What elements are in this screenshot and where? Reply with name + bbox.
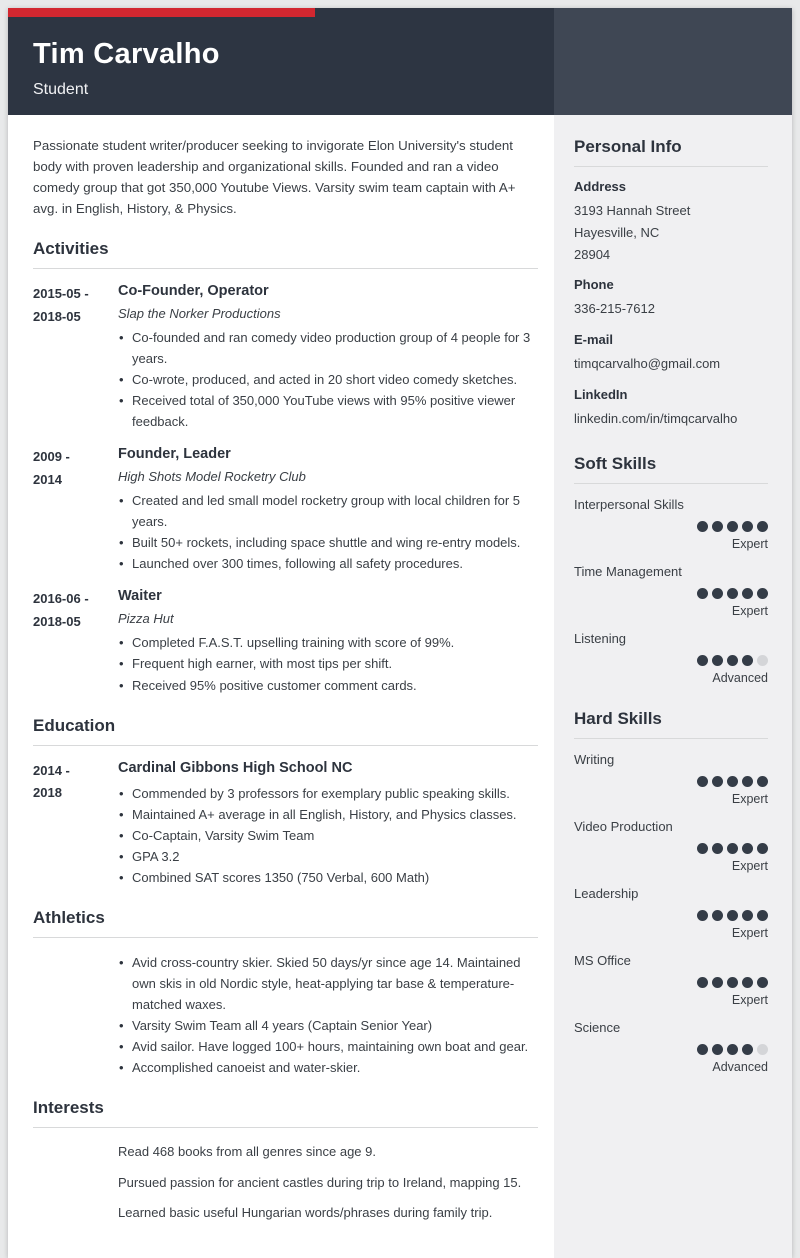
skill-name: Time Management	[574, 563, 682, 579]
skill-name: Video Production	[574, 818, 673, 834]
interest-line: Pursued passion for ancient castles during trip to Ireland, mapping 15.	[118, 1174, 522, 1190]
athletics-bullets	[118, 952, 538, 1078]
date-line: 2018-05	[33, 614, 81, 630]
skill-dot	[727, 843, 738, 854]
entry-title: Co-Founder, Operator	[118, 283, 269, 299]
bullet-item: • Co-founded and ran comedy video production group of 4 people for 3 years.	[118, 327, 538, 369]
skill-dot	[742, 843, 753, 854]
skill-dot	[727, 910, 738, 921]
skill-dot	[712, 843, 723, 854]
skill-dot	[697, 588, 708, 599]
personal-info-field	[574, 387, 768, 430]
skill-dot	[712, 655, 723, 666]
bullet-item: • Commended by 3 professors for exemplary public speaking skills.	[118, 783, 538, 804]
skill-item	[574, 953, 768, 1007]
skill-dot	[712, 910, 723, 921]
section-title: Athletics	[33, 908, 538, 938]
date-line: 2018-05	[33, 308, 81, 324]
bullet-item: • Avid cross-country skier. Skied 50 days/yr since age 14. Maintained own skis in old Nordic style, heat-applying tar base & temperature-matched waxes.	[118, 952, 538, 1015]
bullet-item: • Built 50+ rockets, including space shuttle and wing re-entry models.	[118, 532, 538, 553]
skill-dot	[697, 1044, 708, 1055]
skill-level-label: Expert	[731, 992, 768, 1007]
date-line: 2016-06 -	[33, 591, 89, 607]
skill-dot	[727, 1044, 738, 1055]
field-value: 28904	[574, 246, 611, 262]
section-personal-info	[574, 137, 768, 430]
bullet-item: • Completed F.A.S.T. upselling training with score of 99%.	[118, 632, 538, 653]
entry-body	[118, 588, 538, 695]
field-label: LinkedIn	[574, 387, 628, 403]
header-right-panel	[554, 8, 792, 115]
interest-line: Learned basic useful Hungarian words/phrases during family trip.	[118, 1205, 493, 1221]
skill-dot	[697, 655, 708, 666]
skill-dot	[697, 843, 708, 854]
field-label: E-mail	[574, 332, 614, 348]
section-title: Interests	[33, 1098, 538, 1128]
bullet-item: • Received total of 350,000 YouTube views with 95% positive viewer feedback.	[118, 390, 538, 432]
experience-entry	[33, 446, 538, 574]
name-heading: Tim Carvalho	[33, 38, 220, 70]
entry-dates	[33, 446, 118, 574]
skill-name: Listening	[574, 630, 627, 646]
bullet-item: • Co-wrote, produced, and acted in 20 short video comedy sketches.	[118, 369, 538, 390]
skill-dot	[697, 910, 708, 921]
skill-dot	[742, 977, 753, 988]
skill-dot	[712, 588, 723, 599]
interest-line: Read 468 books from all genres since age 9.	[118, 1144, 376, 1160]
date-line: 2018	[33, 785, 62, 801]
skill-name: Interpersonal Skills	[574, 496, 684, 512]
athletics-list-block	[118, 952, 538, 1078]
entry-bullets	[118, 490, 538, 574]
entry-body	[118, 446, 538, 574]
experience-entry	[33, 283, 538, 432]
bullet-item: • Varsity Swim Team all 4 years (Captain Senior Year)	[118, 1015, 538, 1036]
skill-dot	[727, 588, 738, 599]
field-value: 3193 Hannah Street	[574, 203, 691, 218]
skill-name: Leadership	[574, 885, 639, 901]
section-title: Personal Info	[574, 137, 768, 167]
skill-dot	[757, 588, 768, 599]
sidebar	[554, 115, 792, 1258]
skill-dot	[757, 655, 768, 666]
entry-bullets	[118, 632, 538, 695]
skill-dot	[757, 910, 768, 921]
skill-dot	[757, 776, 768, 787]
skill-item	[574, 1020, 768, 1074]
entry-title: Cardinal Gibbons High School NC	[118, 759, 353, 776]
resume-page	[8, 8, 792, 1258]
entry-bullets	[118, 783, 538, 888]
bullet-item: • Created and led small model rocketry group with local children for 5 years.	[118, 490, 538, 532]
summary-text: Passionate student writer/producer seeking to invigorate Elon University's student body with proven leadership and organizational skills. Founded and ran a video comedy group that got 350,000 Youtube Views. Varsity swim team captain with A+ avg. in English, History, & Physics.	[33, 138, 516, 216]
main-column	[8, 115, 554, 1258]
entry-bullets	[118, 327, 538, 432]
skill-dot	[697, 977, 708, 988]
bullet-item: • Launched over 300 times, following all safety procedures.	[118, 553, 538, 574]
skill-dot	[757, 843, 768, 854]
personal-info-field	[574, 332, 768, 375]
skill-dot	[727, 776, 738, 787]
personal-info-field	[574, 277, 768, 320]
bullet-item: • Combined SAT scores 1350 (750 Verbal, 600 Math)	[118, 867, 538, 888]
skill-dot	[742, 776, 753, 787]
section-activities	[33, 239, 538, 696]
bullet-item: • GPA 3.2	[118, 846, 538, 867]
skill-item	[574, 819, 768, 873]
section-athletics	[33, 908, 538, 1078]
field-value: linkedin.com/in/timqcarvalho	[574, 411, 738, 427]
skill-item	[574, 886, 768, 940]
entry-organization: Slap the Norker Productions	[118, 306, 281, 321]
skill-level-dots	[574, 655, 768, 666]
bullet-item: • Frequent high earner, with most tips per shift.	[118, 653, 538, 674]
job-title: Student	[33, 81, 89, 98]
skill-dot	[742, 910, 753, 921]
entry-title: Waiter	[118, 588, 162, 605]
skill-dot	[742, 521, 753, 532]
bullet-item: • Co-Captain, Varsity Swim Team	[118, 825, 538, 846]
skill-dot	[742, 655, 753, 666]
section-hard-skills	[574, 709, 768, 1074]
field-value: 336-215-7612	[574, 301, 655, 317]
skill-dot	[727, 655, 738, 666]
skill-dot	[757, 1044, 768, 1055]
personal-info-field	[574, 179, 768, 265]
skill-name: MS Office	[574, 952, 631, 968]
skill-name: Writing	[574, 751, 615, 767]
field-label: Phone	[574, 277, 614, 293]
skill-dot	[697, 776, 708, 787]
skill-level-label: Advanced	[712, 670, 768, 685]
skill-dot	[712, 1044, 723, 1055]
skill-level-dots	[574, 910, 768, 921]
section-education	[33, 716, 538, 888]
date-line: 2009 -	[33, 449, 70, 465]
skill-level-dots	[574, 588, 768, 599]
entry-body	[118, 760, 538, 888]
education-entry	[33, 760, 538, 888]
date-line: 2014	[33, 471, 62, 487]
entry-title: Founder, Leader	[118, 446, 231, 463]
entry-body	[118, 283, 538, 432]
bullet-item: • Received 95% positive customer comment cards.	[118, 675, 538, 696]
skill-level-dots	[574, 977, 768, 988]
interests-block	[118, 1142, 538, 1223]
skill-item	[574, 564, 768, 618]
skill-dot	[712, 977, 723, 988]
section-interests	[33, 1098, 538, 1223]
section-title: Activities	[33, 239, 538, 269]
header	[8, 8, 792, 115]
date-line: 2015-05 -	[33, 286, 89, 301]
skill-dot	[727, 977, 738, 988]
entry-organization: Pizza Hut	[118, 611, 174, 627]
bullet-item: • Accomplished canoeist and water-skier.	[118, 1057, 538, 1078]
field-value: timqcarvalho@gmail.com	[574, 356, 721, 372]
section-title: Soft Skills	[574, 454, 768, 484]
skill-level-label: Expert	[731, 791, 768, 806]
section-title: Education	[33, 716, 538, 746]
skill-dot	[712, 521, 723, 532]
skill-dot	[742, 588, 753, 599]
section-soft-skills	[574, 454, 768, 685]
entry-dates	[33, 760, 118, 888]
entry-dates	[33, 283, 118, 432]
skill-level-label: Expert	[731, 925, 768, 940]
skill-level-dots	[574, 776, 768, 787]
skill-level-label: Advanced	[712, 1059, 768, 1074]
experience-entry	[33, 588, 538, 695]
skill-level-label: Expert	[731, 536, 768, 551]
skill-dot	[727, 521, 738, 532]
section-title: Hard Skills	[574, 709, 768, 739]
skill-item	[574, 631, 768, 685]
skill-dot	[697, 521, 708, 532]
field-value: Hayesville, NC	[574, 224, 660, 240]
skill-item	[574, 752, 768, 806]
skill-dot	[712, 776, 723, 787]
skill-item	[574, 497, 768, 551]
skill-level-dots	[574, 521, 768, 532]
field-label: Address	[574, 179, 627, 194]
skill-name: Science	[574, 1019, 621, 1035]
bullet-item: • Avid sailor. Have logged 100+ hours, maintaining own boat and gear.	[118, 1036, 538, 1057]
skill-dot	[742, 1044, 753, 1055]
entry-dates	[33, 588, 118, 695]
skill-dot	[757, 977, 768, 988]
skill-level-dots	[574, 843, 768, 854]
skill-level-label: Expert	[731, 603, 768, 618]
skill-level-label: Expert	[731, 858, 768, 873]
entry-organization: High Shots Model Rocketry Club	[118, 469, 306, 485]
date-line: 2014 -	[33, 762, 70, 778]
skill-dot	[757, 521, 768, 532]
bullet-item: • Maintained A+ average in all English, History, and Physics classes.	[118, 804, 538, 825]
header-name-block	[8, 8, 554, 115]
skill-level-dots	[574, 1044, 768, 1055]
accent-bar	[8, 8, 315, 17]
